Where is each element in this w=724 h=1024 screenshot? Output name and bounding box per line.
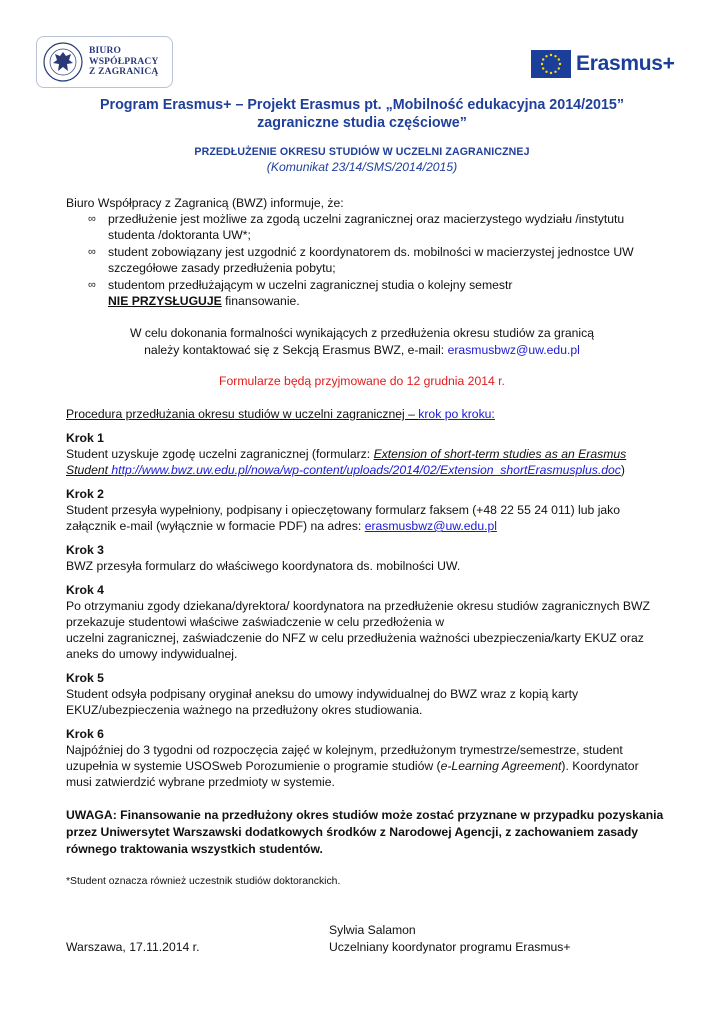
erasmus-plus-logo (531, 48, 675, 80)
bullet-3-line-2 (108, 294, 300, 310)
bullet-2-line-1: student zobowiązany jest uzgodnić z koordynatorem ds. mobilności w macierzystej jednostce UW (108, 245, 634, 259)
document-title-line-2: zagraniczne studia częściowe” (257, 115, 467, 131)
subtitle-reference: (Komunikat 23/14/SMS/2014/2015) (266, 160, 458, 174)
erasmus-brand-text: Erasmus+ (576, 52, 675, 75)
step-2-title: Krok 2 (66, 487, 104, 501)
step-4-line-4: aneks do umowy indywidualnej. (66, 647, 238, 661)
step-4-line-1: Po otrzymaniu zgody dziekana/dyrektora/ koordynatora na przedłużenie okresu studiów zagranicznych BWZ (66, 599, 650, 613)
step-6-learning-agreement: e-Learning Agreement (440, 759, 562, 773)
step-1-form-name-end: Student (66, 463, 112, 477)
step-1-close-paren: ) (620, 463, 625, 477)
bullet-icon: ∞ (88, 279, 96, 291)
step-4-line-2: przekazuje studentowi właściwe zaświadczenie w celu przedłożenia w (66, 615, 444, 629)
uw-bwz-logo (36, 36, 173, 88)
contact-text: należy kontaktować się z Sekcją Erasmus BWZ, e-mail: (144, 343, 448, 357)
bullet-3-line-1: studentom przedłużającym w uczelni zagranicznej studia o kolejny semestr (108, 278, 513, 292)
document-title-line-1: Program Erasmus+ – Projekt Erasmus pt. „Mobilność edukacyjna 2014/2015” (99, 97, 625, 113)
procedure-heading-link[interactable]: krok po kroku: (418, 407, 495, 421)
deadline-notice: Formularze będą przyjmowane do 12 grudnia 2014 r. (219, 374, 505, 388)
step-4-line-3: uczelni zagranicznej, zaświadczenie do NFZ w celu przedłużenia ważności ubezpieczenia/karty EKUZ oraz (66, 631, 644, 645)
signatory-role: Uczelniany koordynator programu Erasmus+ (329, 940, 571, 954)
step-1-line-1 (66, 447, 626, 463)
step-2-line-1: Student przesyła wypełniony, podpisany i opieczętowany formularz faksem (+48 22 55 24 011) lub jako (66, 503, 621, 517)
warning-line-3: równego traktowania wszystkich studentów. (66, 842, 323, 856)
step-1-form-name: Extension of short-term studies as an Erasmus (373, 447, 627, 461)
step-2-line-2 (66, 519, 497, 535)
step-6-text: uzupełnia w systemie USOSweb Porozumienie o programie studiów ( (66, 759, 441, 773)
step-6-line-3: musi zatwierdzić wybrane przedmioty w systemie. (66, 775, 335, 789)
contact-email-link[interactable]: erasmusbwz@uw.edu.pl (447, 343, 580, 357)
step-3-title: Krok 3 (66, 543, 104, 557)
uw-logo-line-3: Z ZAGRANICĄ (89, 67, 159, 77)
bullet-icon: ∞ (88, 213, 96, 225)
step-1-title: Krok 1 (66, 431, 104, 445)
university-seal-icon (42, 41, 84, 83)
warning-line-2: przez Uniwersytet Warszawski dodatkowych środków z Narodowej Agencji, z zachowaniem zasady (66, 825, 639, 839)
contact-line-1: W celu dokonania formalności wynikających z przedłużenia okresu studiów za granicą (129, 326, 595, 340)
contact-line-2 (0, 343, 724, 359)
step-3-line-1: BWZ przesyła formularz do właściwego koordynatora ds. mobilności UW. (66, 559, 461, 573)
bullet-icon: ∞ (88, 246, 96, 258)
procedure-heading-text: Procedura przedłużania okresu studiów w uczelni zagranicznej – (66, 407, 419, 421)
bullet-2-line-2: szczegółowe zasady przedłużenia pobytu; (108, 261, 336, 275)
step-1-form-url-link[interactable]: http://www.bwz.uw.edu.pl/nowa/wp-content/uploads/2014/02/Extension_shortErasmusplus.doc (111, 463, 621, 477)
step-6-line-1: Najpóźniej do 3 tygodni od rozpoczęcia zajęć w kolejnym, przedłużonym trymestrze/semestrze, student (66, 743, 623, 757)
uw-logo-line-1: BIURO (89, 46, 122, 56)
step-6-line-2 (66, 759, 639, 775)
step-6-title: Krok 6 (66, 727, 104, 741)
step-5-title: Krok 5 (66, 671, 104, 685)
bullet-3-rest: finansowanie. (221, 294, 300, 308)
uw-logo-line-2: WSPÓŁPRACY (89, 56, 159, 67)
step-5-line-2: EKUZ/ubezpieczenia ważnego na przedłużony okres studiowania. (66, 703, 423, 717)
signatory-name: Sylwia Salamon (329, 923, 416, 937)
no-funding-emphasis: NIE PRZYSŁUGUJE (108, 294, 222, 308)
warning-line-1: UWAGA: Finansowanie na przedłużony okres studiów może zostać przyznane w przypadku pozyskania (66, 808, 664, 822)
step-1-line-2 (66, 463, 625, 479)
step-2-text: załącznik e-mail (wyłącznie w formacie PDF) na adres: (66, 519, 365, 533)
procedure-heading (66, 407, 495, 423)
step-2-email-link[interactable]: erasmusbwz@uw.edu.pl (364, 519, 497, 533)
subtitle-heading: PRZEDŁUŻENIE OKRESU STUDIÓW W UCZELNI ZAGRANICZNEJ (194, 146, 530, 158)
intro-lead: Biuro Współpracy z Zagranicą (BWZ) informuje, że: (66, 196, 344, 210)
uw-logo-text (89, 46, 159, 78)
step-6-text-end: ). Koordynator (561, 759, 639, 773)
step-5-line-1: Student odsyła podpisany oryginał aneksu do umowy indywidualnej do BWZ wraz z kopią karty (66, 687, 579, 701)
place-and-date: Warszawa, 17.11.2014 r. (66, 940, 200, 954)
bullet-1-line-2: studenta /doktoranta UW*; (108, 228, 251, 242)
eu-flag-icon (531, 50, 571, 78)
step-4-title: Krok 4 (66, 583, 104, 597)
step-1-text: Student uzyskuje zgodę uczelni zagranicznej (formularz: (66, 447, 374, 461)
bullet-1-line-1: przedłużenie jest możliwe za zgodą uczelni zagranicznej oraz macierzystego wydziału /instytutu (108, 212, 625, 226)
footnote: *Student oznacza również uczestnik studiów doktoranckich. (66, 876, 341, 887)
